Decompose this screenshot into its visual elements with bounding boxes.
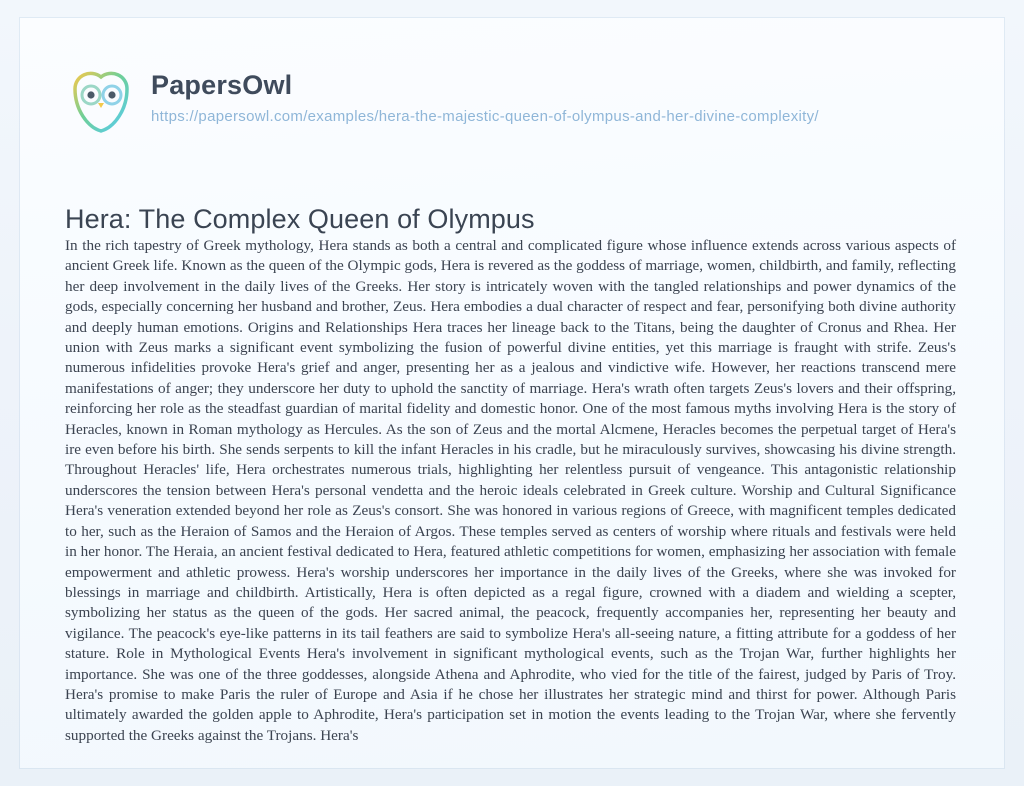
paper-sheet [20,18,1004,768]
brand-block [151,63,819,127]
page-title: Hera: The Complex Queen of Olympus [65,204,535,235]
owl-logo-icon [65,65,137,137]
brand-name: PapersOwl [151,70,293,100]
site-header [65,63,959,163]
article-body: In the rich tapestry of Greek mythology, Hera stands as both a central and complicated figure whose influence extends across various aspects of ancient Greek life. Known as the queen of the Olympic gods, Hera is revered as the goddess of marriage, women, childbirth, and family, reflecting her deep involvement in the daily lives of the Greeks. Her story is intricately woven with the tangled relationships and power dynamics of the gods, especially concerning her husband and brother, Zeus. Hera embodies a dual character of respect and fear, personifying both divine authority and deeply human emotions. Origins and Relationships Hera traces her lineage back to the Titans, being the daughter of Cronus and Rhea. Her union with Zeus marks a significant event symbolizing the fusion of powerful divine entities, yet this marriage is fraught with strife. Zeus's numerous infidelities provoke Hera's grief and anger, presenting her as a jealous and vindictive wife. However, her reactions transcend mere manifestations of anger; they underscore her duty to uphold the sanctity of marriage. Hera's wrath often targets Zeus's lovers and their offspring, reinforcing her role as the steadfast guardian of marital fidelity and domestic honor. One of the most famous myths involving Hera is the story of Heracles, known in Roman mythology as Hercules. As the son of Zeus and the mortal Alcmene, Heracles becomes the perpetual target of Hera's ire even before his birth. She sends serpents to kill the infant Heracles in his cradle, but he miraculously survives, showcasing his divine strength. Throughout Heracles' life, Hera orchestrates numerous trials, highlighting her relentless pursuit of vengeance. This antagonistic relationship underscores the tension between Hera's personal vendetta and the heroic ideals celebrated in Greek culture. Worship and Cultural Significance Hera's veneration extended beyond her role as Zeus's consort. She was honored in various regions of Greece, with magnificent temples dedicated to her, such as the Heraion of Samos and the Heraion of Argos. These temples served as centers of worship where rituals and festivals were held in her honor. The Heraia, an ancient festival dedicated to Hera, featured athletic competitions for women, emphasizing her association with female empowerment and athletic prowess. Hera's worship underscores her importance in the daily lives of the Greeks, where she was invoked for blessings in marriage and childbirth. Artistically, Hera is often depicted as a regal figure, crowned with a diadem and wielding a scepter, symbolizing her status as the queen of the gods. Her sacred animal, the peacock, frequently accompanies her, representing her beauty and vigilance. The peacock's eye-like patterns in its tail feathers are said to symbolize Hera's all-seeing nature, a fitting attribute for a goddess of her stature. Role in Mythological Events Hera's involvement in significant mythological events, such as the Trojan War, further highlights her importance. She was one of the three goddesses, alongside Athena and Aphrodite, who vied for the title of the fairest, judged by Paris of Troy. Hera's promise to make Paris the ruler of Europe and Asia if he chose her illustrates her strategic mind and thirst for power. Although Paris ultimately awarded the golden apple to Aphrodite, Hera's participation set in motion the events leading to the Trojan War, where she fervently supported the Greeks against the Trojans. Hera's [65,237,956,744]
source-url[interactable]: https://papersowl.com/examples/hera-the-majestic-queen-of-olympus-and-her-divine-complexity/ [151,107,819,125]
